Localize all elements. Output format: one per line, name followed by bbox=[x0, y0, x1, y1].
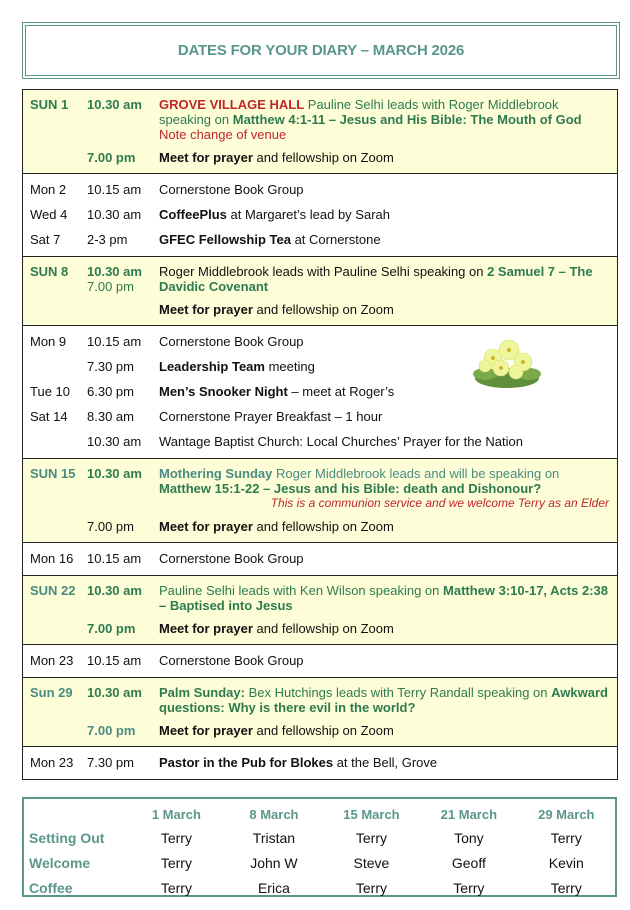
entry-time bbox=[87, 232, 159, 247]
diary-entry bbox=[23, 177, 617, 202]
entry-description bbox=[159, 755, 617, 770]
diary-entry bbox=[23, 579, 617, 617]
corner-cell bbox=[24, 803, 128, 825]
entry-description bbox=[159, 264, 617, 294]
description-segment: Matthew 15:1-22 – Jesus and his Bible: death and Dishonour? bbox=[159, 481, 542, 496]
description-segment: Meet for prayer bbox=[159, 302, 253, 317]
diary-entry bbox=[23, 260, 617, 298]
description-segment: Pauline Selhi leads with Ken Wilson speaking on bbox=[159, 583, 444, 598]
entry-day bbox=[23, 519, 87, 534]
entry-day bbox=[23, 302, 87, 317]
description-segment: CoffeePlus bbox=[159, 207, 227, 222]
entry-time bbox=[87, 755, 159, 770]
description-segment: Note change of venue bbox=[159, 127, 287, 142]
entry-time bbox=[87, 207, 159, 222]
description-segment: 2 Samuel 7 – The Davidic Covenant bbox=[159, 264, 593, 294]
rota-role: Welcome bbox=[29, 854, 91, 871]
description-segment: Matthew 4:1-11 – Jesus and His Bible: The Mouth of God bbox=[232, 112, 582, 127]
entry-time bbox=[87, 359, 159, 374]
entry-day: Mon 9 bbox=[30, 334, 67, 349]
rota-name: Tristan bbox=[252, 829, 296, 846]
description-line bbox=[159, 653, 609, 668]
entry-day: Mon 23 bbox=[30, 755, 74, 770]
entry-description bbox=[159, 334, 617, 349]
description-segment: Bex Hutchings leads with Terry Randall speaking on bbox=[244, 685, 552, 700]
entry-time bbox=[87, 685, 159, 715]
weekday-group bbox=[23, 542, 617, 575]
entry-day: SUN 22 bbox=[30, 583, 76, 598]
description-line bbox=[159, 755, 609, 770]
description-segment: at Cornerstone bbox=[290, 232, 381, 247]
diary-entry bbox=[23, 681, 617, 719]
rota-table bbox=[22, 797, 617, 897]
entry-day bbox=[23, 434, 87, 449]
entry-description bbox=[159, 207, 617, 222]
entry-day: Wed 4 bbox=[30, 207, 68, 222]
entry-day: Sun 29 bbox=[30, 685, 73, 700]
time-value: 10.15 am bbox=[87, 334, 142, 349]
entry-time bbox=[87, 583, 159, 613]
description-line bbox=[159, 302, 609, 317]
rota-name: Geoff bbox=[451, 854, 486, 871]
entry-day bbox=[23, 621, 87, 636]
page-title: DATES FOR YOUR DIARY – MARCH 2026 bbox=[177, 42, 465, 59]
rota-name: Terry bbox=[550, 829, 582, 846]
entry-time bbox=[87, 519, 159, 534]
diary-entry bbox=[23, 404, 617, 429]
description-segment: Cornerstone Book Group bbox=[159, 182, 304, 197]
rota-name: Erica bbox=[257, 879, 290, 896]
description-segment: Leadership Team bbox=[159, 359, 265, 374]
description-line bbox=[159, 264, 609, 294]
diary-entry bbox=[23, 515, 617, 538]
time-value: 10.30 am bbox=[87, 264, 142, 279]
time-value: 10.30 am bbox=[87, 685, 142, 700]
description-segment: Cornerstone Book Group bbox=[159, 334, 304, 349]
description-segment: Meet for prayer bbox=[159, 150, 253, 165]
diary-entry bbox=[23, 719, 617, 742]
description-line bbox=[159, 723, 609, 738]
entry-time bbox=[87, 653, 159, 668]
rota-name: Terry bbox=[550, 879, 582, 896]
entry-description bbox=[159, 583, 617, 613]
rota-name: Terry bbox=[160, 854, 192, 871]
diary-entry bbox=[23, 750, 617, 775]
sunday-group bbox=[23, 256, 617, 325]
description-segment: at Margaret’s lead by Sarah bbox=[226, 207, 390, 222]
weekday-group bbox=[23, 746, 617, 779]
rota-name: Terry bbox=[355, 879, 388, 896]
primrose-flowers-icon bbox=[471, 334, 543, 390]
entry-description bbox=[159, 551, 617, 566]
description-line bbox=[159, 621, 609, 636]
rota-header-row bbox=[24, 803, 615, 825]
description-segment: Cornerstone Prayer Breakfast – 1 hour bbox=[159, 409, 383, 424]
time-value: 10.30 am bbox=[87, 97, 142, 112]
sunday-group bbox=[23, 90, 617, 173]
rota-row bbox=[24, 875, 615, 900]
column-header: 1 March bbox=[151, 806, 201, 822]
entry-time bbox=[87, 466, 159, 511]
entry-description bbox=[159, 359, 617, 374]
diary-entry bbox=[23, 227, 617, 252]
entry-description bbox=[159, 621, 617, 636]
description-segment: Men’s Snooker Night bbox=[159, 384, 288, 399]
time-value: 7.30 pm bbox=[87, 755, 134, 770]
description-line bbox=[159, 434, 609, 449]
description-line bbox=[159, 182, 609, 197]
rota-role: Coffee bbox=[29, 879, 73, 896]
description-segment: Meet for prayer bbox=[159, 723, 253, 738]
description-segment: – meet at Roger’s bbox=[287, 384, 395, 399]
description-segment: Palm Sunday: bbox=[159, 685, 245, 700]
entry-day bbox=[23, 723, 87, 738]
rota-row bbox=[24, 825, 615, 850]
diary-entry bbox=[23, 462, 617, 515]
rota-name: Terry bbox=[453, 879, 485, 896]
entry-description bbox=[159, 434, 617, 449]
entry-description bbox=[159, 723, 617, 738]
title-box bbox=[22, 22, 620, 79]
rota-name: Tony bbox=[454, 829, 484, 846]
entry-time bbox=[87, 621, 159, 636]
diary-entry bbox=[23, 202, 617, 227]
description-segment: at the Bell, Grove bbox=[333, 755, 438, 770]
time-value: 2-3 pm bbox=[87, 232, 128, 247]
description-segment: and fellowship on Zoom bbox=[252, 723, 394, 738]
time-value: 7.00 pm bbox=[87, 150, 136, 165]
diary-entry bbox=[23, 648, 617, 673]
entry-time bbox=[87, 334, 159, 349]
description-segment: and fellowship on Zoom bbox=[252, 519, 394, 534]
entry-description bbox=[159, 302, 617, 317]
entry-time bbox=[87, 150, 159, 165]
description-segment: and fellowship on Zoom bbox=[252, 302, 394, 317]
entry-day: Sat 7 bbox=[30, 232, 61, 247]
entry-time bbox=[87, 434, 159, 449]
entry-time bbox=[87, 409, 159, 424]
diary-entry bbox=[23, 617, 617, 640]
description-line bbox=[159, 127, 609, 142]
column-header: 29 March bbox=[538, 806, 595, 822]
time-value: 7.00 pm bbox=[87, 723, 136, 738]
description-segment: Roger Middlebrook leads with Pauline Selhi speaking on bbox=[159, 264, 488, 279]
rota-name: Terry bbox=[160, 879, 192, 896]
service-note: This is a communion service and we welcome Terry as an Elder bbox=[270, 496, 609, 510]
entry-day: Mon 23 bbox=[30, 653, 74, 668]
time-value: 7.00 pm bbox=[87, 279, 134, 294]
time-value: 10.15 am bbox=[87, 182, 142, 197]
entry-day bbox=[23, 359, 87, 374]
entry-day: Mon 16 bbox=[30, 551, 74, 566]
weekday-group bbox=[23, 644, 617, 677]
sunday-group bbox=[23, 677, 617, 746]
time-value: 10.30 am bbox=[87, 434, 142, 449]
entry-description bbox=[159, 466, 617, 511]
description-segment: Matthew 3:10-17, Acts 2:38 – Baptised into Jesus bbox=[159, 583, 608, 613]
description-line bbox=[159, 685, 609, 715]
entry-time bbox=[87, 97, 159, 142]
sunday-group bbox=[23, 458, 617, 542]
entry-time bbox=[87, 264, 159, 294]
time-value: 10.15 am bbox=[87, 653, 142, 668]
diary-entry bbox=[23, 146, 617, 169]
rota-name: Terry bbox=[355, 829, 388, 846]
rota-name: Terry bbox=[160, 829, 192, 846]
time-value: 10.30 am bbox=[87, 466, 142, 481]
time-value: 6.30 pm bbox=[87, 384, 134, 399]
rota-name: John W bbox=[250, 854, 298, 871]
entry-description bbox=[159, 653, 617, 668]
column-header: 21 March bbox=[440, 806, 498, 822]
rota-role: Setting Out bbox=[29, 829, 105, 846]
description-line bbox=[159, 466, 609, 496]
description-line bbox=[159, 519, 609, 534]
description-segment: Meet for prayer bbox=[159, 621, 253, 636]
diary-entry bbox=[23, 429, 617, 454]
description-segment: Awkward questions: Why is there evil in the world? bbox=[159, 685, 608, 715]
description-line bbox=[159, 409, 609, 424]
description-segment: and fellowship on Zoom bbox=[252, 621, 394, 636]
time-value: 7.30 pm bbox=[87, 359, 134, 374]
entry-time bbox=[87, 551, 159, 566]
entry-description bbox=[159, 409, 617, 424]
description-segment: GROVE VILLAGE HALL bbox=[159, 97, 305, 112]
entry-day bbox=[23, 150, 87, 165]
description-line bbox=[159, 150, 609, 165]
diary-entry bbox=[23, 546, 617, 571]
diary-table bbox=[22, 89, 618, 780]
time-value: 7.00 pm bbox=[87, 621, 136, 636]
diary-entry bbox=[23, 298, 617, 321]
entry-description bbox=[159, 97, 617, 142]
entry-day: SUN 1 bbox=[30, 97, 69, 112]
time-value: 7.00 pm bbox=[87, 519, 134, 534]
description-line bbox=[159, 232, 609, 247]
diary-entry bbox=[23, 93, 617, 146]
entry-day: Sat 14 bbox=[30, 409, 68, 424]
entry-description bbox=[159, 384, 617, 399]
column-header: 8 March bbox=[249, 806, 299, 822]
content-flow bbox=[22, 89, 618, 897]
description-segment: Pastor in the Pub for Blokes bbox=[159, 755, 334, 770]
entry-time bbox=[87, 302, 159, 317]
rota-name: Kevin bbox=[548, 854, 584, 871]
description-segment: Meet for prayer bbox=[159, 519, 253, 534]
description-segment: Pauline Selhi leads with Roger Middlebrook speaking on bbox=[159, 97, 559, 127]
entry-time bbox=[87, 384, 159, 399]
entry-description bbox=[159, 519, 617, 534]
entry-day: Mon 2 bbox=[30, 182, 67, 197]
description-line bbox=[159, 583, 609, 613]
weekday-group bbox=[23, 325, 617, 458]
entry-time bbox=[87, 182, 159, 197]
description-line bbox=[159, 207, 609, 222]
time-value: 10.30 am bbox=[87, 207, 142, 222]
column-header: 15 March bbox=[343, 806, 400, 822]
description-segment: Cornerstone Book Group bbox=[159, 551, 304, 566]
description-line bbox=[159, 97, 609, 127]
description-segment: Cornerstone Book Group bbox=[159, 653, 304, 668]
entry-description bbox=[159, 182, 617, 197]
entry-time bbox=[87, 723, 159, 738]
description-segment: Roger Middlebrook leads and will be speaking on bbox=[272, 466, 560, 481]
description-segment: meeting bbox=[264, 359, 315, 374]
weekday-group bbox=[23, 173, 617, 256]
entry-description bbox=[159, 685, 617, 715]
description-segment: and fellowship on Zoom bbox=[252, 150, 394, 165]
description-segment: Wantage Baptist Church: Local Churches’ Prayer for the Nation bbox=[159, 434, 523, 449]
sunday-group bbox=[23, 575, 617, 644]
entry-day: SUN 15 bbox=[30, 466, 76, 481]
entry-description bbox=[159, 150, 617, 165]
time-value: 10.15 am bbox=[87, 551, 142, 566]
rota-name: Steve bbox=[353, 854, 390, 871]
description-segment: GFEC Fellowship Tea bbox=[159, 232, 291, 247]
entry-day: Tue 10 bbox=[30, 384, 70, 399]
description-segment: Mothering Sunday bbox=[159, 466, 273, 481]
entry-description bbox=[159, 232, 617, 247]
description-line bbox=[159, 551, 609, 566]
rota-row bbox=[24, 850, 615, 875]
entry-day: SUN 8 bbox=[30, 264, 69, 279]
time-value: 8.30 am bbox=[87, 409, 134, 424]
time-value: 10.30 am bbox=[87, 583, 142, 598]
